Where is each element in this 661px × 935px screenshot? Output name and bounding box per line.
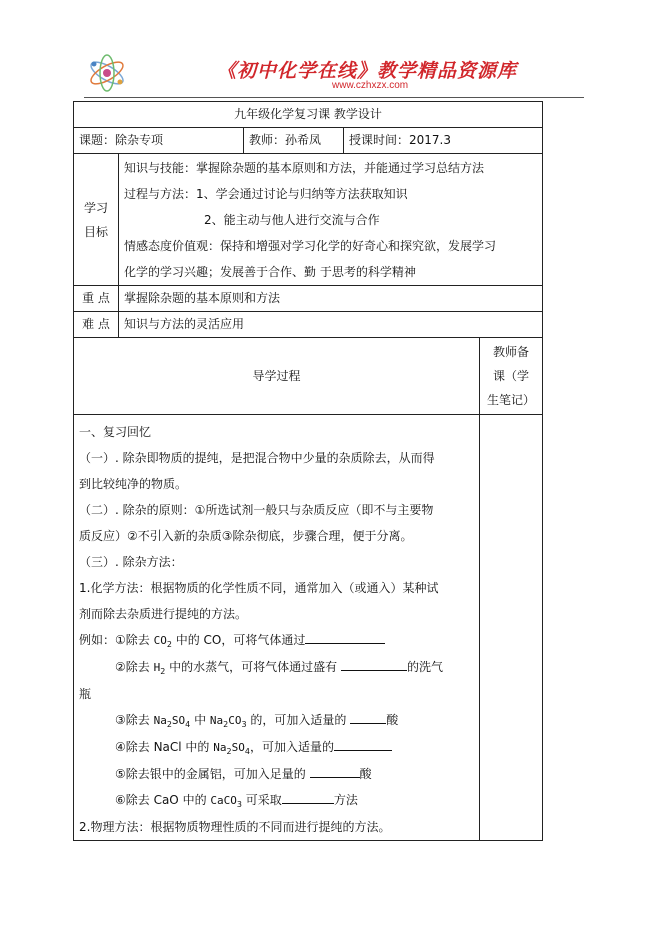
answer-blank-2[interactable] — [341, 656, 407, 671]
answer-blank-5[interactable] — [310, 763, 360, 778]
answer-blank-4[interactable] — [334, 736, 392, 751]
difficult-value: 知识与方法的灵活应用 — [119, 312, 543, 338]
page-header — [82, 52, 582, 97]
goals-content: 知识与技能：掌握除杂题的基本原则和方法，并能通过学习总结方法 过程与方法：1、学会通过讨论与归纳等方法获取知识 2、能主动与他人进行交流与合作 情感态度价值观：保持和增强对学习化学的好奇心和探究欲，发展学习 化学的学习兴趣；发展善于合作、勤 于思考的科学精神 — [119, 154, 543, 286]
answer-blank-6[interactable] — [282, 789, 334, 804]
process-content: 一、复习回忆 （一）. 除杂即物质的提纯，是把混合物中少量的杂质除去，从而得 到比较纯净的物质。 （二）. 除杂的原则：①所选试剂一般只与杂质反应（即不与主要物 质反应）②不引入新的杂质③除杂彻底，步骤合理，便于分离。 （三）. 除杂方法： 1.化学方法：根据物质的化学性质不同，通常加入（或通入）某种试 剂而除去杂质进行提纯的方法。 例如：①除去 $CO_2$ 中的 CO，可将气体通过 ②除去 $H_2$ 中的水蒸气，可将气体通过盛有 的洗气 瓶 ③除去 $Na_2SO_4$ 中 $Na_2CO_3$ 的，可加入适量的 酸 ④除去 NaCl 中的 $Na_2SO_4$，可加入适量的 ⑤除去银中的金属铝，可加入足量的 酸 ⑥除去 CaO 中的 CaCO$_3$ 可采取 方法 2.物理方法：根据物质物理性质的不同而进行提纯的方法。 — [74, 415, 480, 841]
key-label: 重 点 — [74, 286, 119, 312]
notes-header: 教师备 课（学 生笔记） — [480, 338, 543, 415]
process-header-row — [74, 338, 543, 415]
goals-label: 学习 目标 — [74, 154, 119, 286]
notes-column[interactable] — [480, 415, 543, 841]
table-title: 九年级化学复习课 教学设计 — [74, 102, 543, 128]
process-body-row — [74, 415, 543, 841]
answer-blank-1[interactable] — [305, 629, 385, 644]
banner-title: 《初中化学在线》教学精品资源库 — [217, 60, 518, 82]
answer-blank-3[interactable] — [350, 709, 386, 724]
lesson-plan-table — [73, 101, 543, 841]
info-row — [74, 128, 543, 154]
process-header: 导学过程 — [74, 338, 480, 415]
example-5: ⑤除去银中的金属铝，可加入足量的 酸 — [79, 761, 474, 787]
header-divider — [84, 97, 584, 98]
topic-cell: 课题：除杂专项 — [74, 128, 244, 154]
key-point-row — [74, 286, 543, 312]
difficulty-row — [74, 312, 543, 338]
example-4: ④除去 NaCl 中的 $Na_2SO_4$，可加入适量的 — [79, 734, 474, 761]
goals-row — [74, 154, 543, 286]
time-cell: 授课时间：2017.3 — [344, 128, 543, 154]
site-url[interactable]: www.czhxzx.com — [332, 80, 409, 91]
review-title: 一、复习回忆 — [79, 425, 152, 439]
example-6: ⑥除去 CaO 中的 CaCO$_3$ 可采取 方法 — [79, 787, 474, 814]
molecule-logo-icon — [82, 52, 132, 94]
example-1: 例如：①除去 $CO_2$ 中的 CO，可将气体通过 — [79, 627, 474, 654]
difficult-label: 难 点 — [74, 312, 119, 338]
teacher-cell: 教师：孙希凤 — [244, 128, 344, 154]
example-3: ③除去 $Na_2SO_4$ 中 $Na_2CO_3$ 的，可加入适量的 酸 — [79, 707, 474, 734]
example-2: ②除去 $H_2$ 中的水蒸气，可将气体通过盛有 的洗气 — [79, 654, 474, 681]
key-value: 掌握除杂题的基本原则和方法 — [119, 286, 543, 312]
